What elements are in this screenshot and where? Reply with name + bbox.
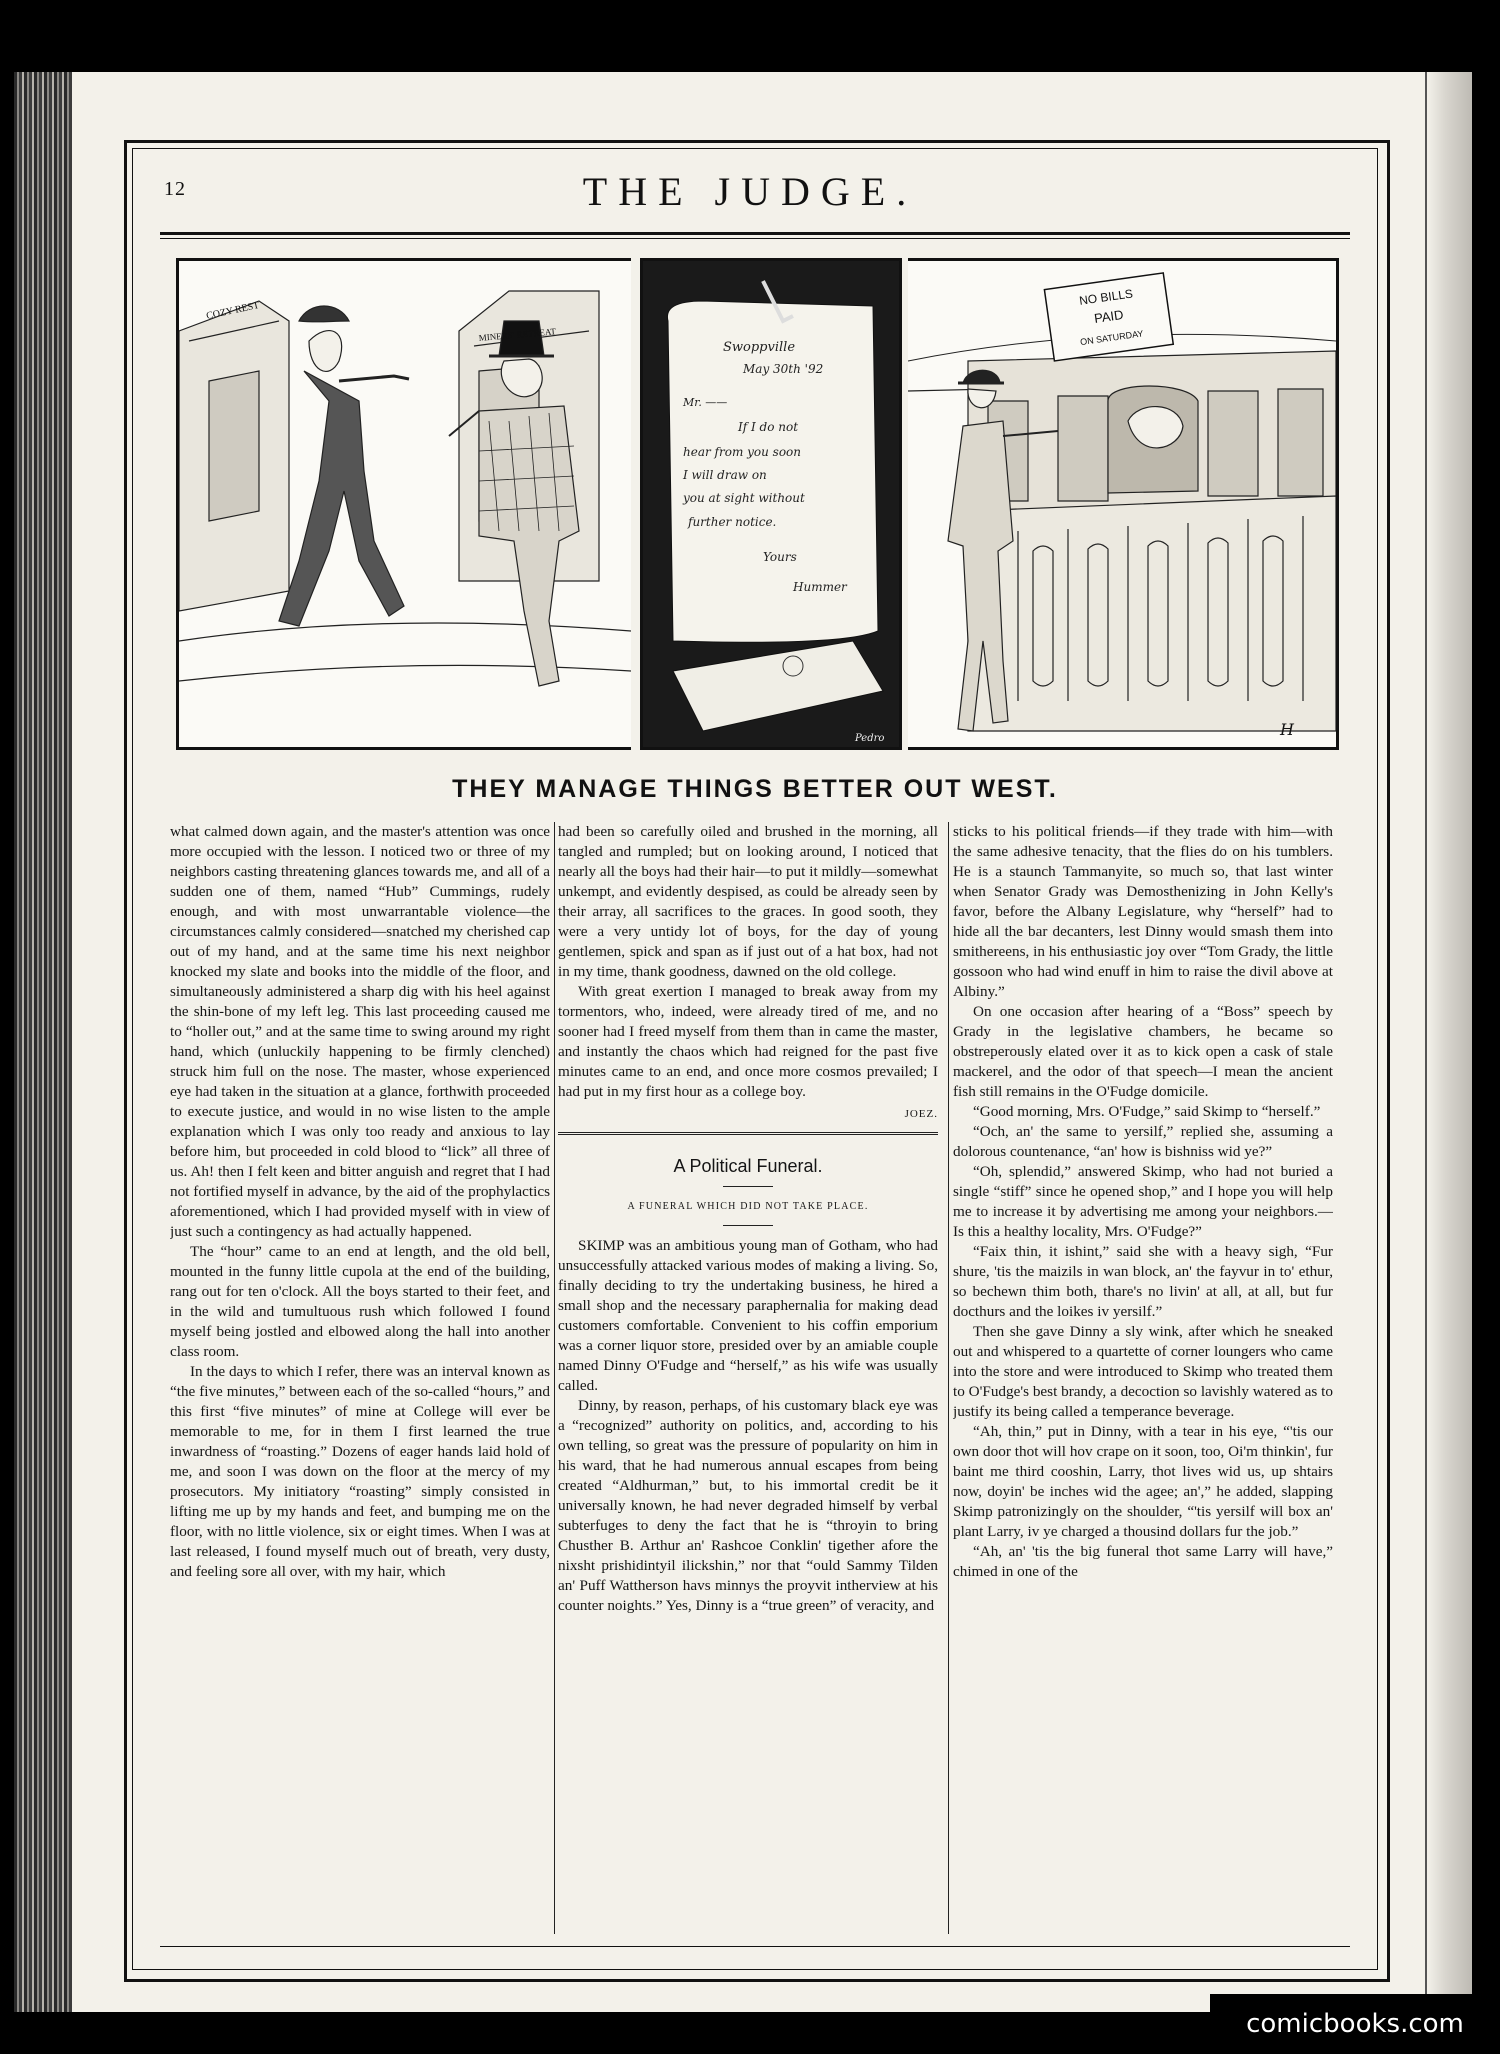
column-divider	[948, 822, 949, 1934]
sign-on-saturday: ON SATURDAY	[1079, 328, 1144, 348]
sign-no-bills: NO BILLS	[1078, 286, 1134, 308]
letter-date: May 30th '92	[743, 362, 824, 376]
text-column-2	[558, 822, 938, 1942]
site-watermark: comicbooks.com	[1210, 1994, 1500, 2054]
letter-line-2: hear from you soon	[683, 445, 802, 459]
letter-line-1: If I do not	[738, 420, 799, 434]
text-column-3	[953, 822, 1333, 1942]
paragraph: “Faix thin, it ishint,” said she with a heavy sigh, “Fur shure, 'tis the maizils in wan block, an' the fayvur in to' ethur, so bechewn thim both, thare's no livin' at all, at all, but fur docthurs and the loikes iv yersilf.”	[953, 1243, 1333, 1320]
text-column-1	[170, 822, 550, 1942]
letter-line-5: further notice.	[688, 515, 777, 529]
artist-signature-right: H	[1280, 720, 1294, 739]
paragraph: Dinny, by reason, perhaps, of his customary black eye was a “recognized” authority on politics, and, according to his own telling, so great was the pressure of popularity on him in his ward, that he had numerous annual escapes from being created “Aldhurman,” but, to his immortal credit be it universally known, he had never degraded himself by verbal subterfuges to deny the fact that he is “throyin to bring Chusther B. Arthur an' Rashcoe Conklin' tigether afore the nixsht prishidintyil ilickshin,” nor that “ould Sammy Tilden an' Puff Wattherson havs minnys the proyvit intherview at his counter noights.” Yes, Dinny is a “true green” of veracity, and	[558, 1397, 938, 1614]
paragraph: “Oh, splendid,” answered Skimp, who had not buried a single “stiff” since he opened shop,” and I hope you will help me to increase it by advertising me among your neighbors.—Is this a healthy locality, Mrs. O'Fudge?”	[953, 1163, 1333, 1240]
paragraph: sticks to his political friends—if they trade with him—with the same adhesive tenacity, that the flies do on his tumblers. He is a staunch Tammanyite, so much so, that last winter when Senator Grady was Demosthenizing in John Kelly's favor, before the Albany Legislature, why “herself” had to hide all the bar decanters, lest Dinny would smash them into smithereens, in his enthusiastic joy over “Tom Grady, the little gossoon who had wind enuff in him to raise the divil above at Albiny.”	[953, 823, 1333, 1000]
paragraph: “Ah, an' 'tis the big funeral thot same Larry will have,” chimed in one of the	[953, 1543, 1333, 1580]
article-subtitle: A FUNERAL WHICH DID NOT TAKE PLACE.	[627, 1201, 869, 1212]
paragraph: “Ah, thin,” put in Dinny, with a tear in his eye, “'tis our own door thot will hov crape on it soon, too, Oi'm thinkin', fur baint me third cooshin, Larry, thot lives wid us, up shtairs now, doyin' be inches wid the agee; an',” he added, slapping Skimp patronizingly on the shoulder, “'tis yersilf will box an' plant Larry, iv ye charged a thousind dollars fur the job.”	[953, 1423, 1333, 1540]
cartoon-panel-center	[640, 258, 902, 750]
paragraph: had been so carefully oiled and brushed in the morning, all tangled and rumpled; but on looking around, I noticed that nearly all the boys had their hair—to put it mildly—somewhat unkempt, and evidently despised, as could be already seen by their array, all sacrifices to the graces. In good sooth, they were a very untidy lot of boys, for the day of young gentlemen, spick and span as if just out of a hat box, had not in my time, thank goodness, dawned on the old college.	[558, 823, 938, 980]
letter-signature: Hummer	[793, 580, 847, 594]
paragraph: SKIMP was an ambitious young man of Gotham, who had unsuccessfully attacked various modes of making a living. So, finally deciding to try the undertaking business, he hired a small shop and the necessary paraphernalia for making dead customers comfortable. Convenient to his coffin emporium was a corner liquor store, presided over by an amiable couple named Dinny O'Fudge and “herself,” as his wife was usually called.	[558, 1237, 938, 1394]
paragraph: Then she gave Dinny a sly wink, after which he sneaked out and whispered to a quartette of corner loungers who came into the store and were introduced to Skimp who treated them to O'Fudge's best brandy, a decoction so lavishly watered as to justify its being called a temperance beverage.	[953, 1323, 1333, 1420]
paragraph: With great exertion I managed to break away from my tormentors, who, indeed, were already tired of me, and no sooner had I freed myself from them than in came the master, and instantly the chaos which had reigned for the past five minutes came to an end, and once more cosmos prevailed; I had put in my first hour as a college boy.	[558, 983, 938, 1100]
masthead-rule	[160, 232, 1350, 239]
letter-salutation: Mr. ——	[683, 396, 728, 409]
sign-miners-retreat: MINERS' RETREAT	[478, 326, 557, 343]
short-rule	[723, 1225, 773, 1226]
paragraph: what calmed down again, and the master's attention was once more occupied with the lesson. I noticed two or three of my neighbors casting threatening glances towards me, and all of a sudden one of them, named “Hub” Cummings, rudely enough, and with most unwarrantable violence—the circumstances calmly considered—snatched my cherished cap out of my hand, and at the same time his next neighbor knocked my slate and books into the middle of the floor, and simultaneously administered a sharp dig with his heel against the shin-bone of my left leg. This last proceeding caused me to “holler out,” and at the same time to swing around my right hand, which (unluckily happening to be firmly clenched) struck him full on the nose. The master, whose experienced eye had taken in the situation at a glance, forthwith proceeded to execute justice, and would in no wise listen to the ample explanation which I was only too ready and anxious to lay before him, but proceeded in cold blood to “lick” all three of us. Ah! then I felt keen and bitter anguish and regret that I had not fortified myself in advance, by the aid of the prophylactics aforementioned, which I had provided myself with in view of just such a contingency as had actually happened.	[170, 823, 550, 1240]
masthead-title: THE JUDGE.	[582, 169, 918, 214]
artist-signature-left: Pedro	[855, 733, 885, 744]
sign-cozy-rest: COZY REST	[205, 299, 261, 322]
cartoon-illustration-center	[643, 261, 899, 747]
paragraph: “Good morning, Mrs. O'Fudge,” said Skimp to “herself.”	[973, 1103, 1321, 1120]
bottom-rule	[160, 1946, 1350, 1947]
cartoon-illustration-right	[908, 261, 1336, 747]
letter-line-3: I will draw on	[683, 468, 767, 482]
paragraph: “Och, an' the same to yersilf,” replied she, assuming a dolorous countenance, “an' how is bishniss wid ye?”	[953, 1123, 1333, 1160]
section-rule	[558, 1132, 938, 1138]
short-rule	[723, 1186, 773, 1187]
letter-closing: Yours	[763, 550, 797, 564]
cartoon-panel-right	[908, 258, 1339, 750]
letter-place: Swoppville	[723, 340, 796, 355]
paragraph: On one occasion after hearing of a “Boss” speech by Grady in the legislative chambers, he became so obstreperously elated over it as to kick open a cask of stale mackerel, and the odor of that speech—I mean the ancient fish still remains in the O'Fudge domicile.	[953, 1003, 1333, 1100]
paragraph: The “hour” came to an end at length, and the old bell, mounted in the funny little cupola at the end of the building, rang out for ten o'clock. All the boys started to their feet, and in the wild and tumultuous rush which followed I found myself being jostled and elbowed along the hall into another class room.	[170, 1243, 550, 1360]
sign-paid: PAID	[1093, 306, 1125, 326]
page-number: 12	[164, 178, 186, 200]
author-signature: JOEZ.	[904, 1108, 938, 1120]
cartoon-illustration-left	[179, 261, 631, 747]
page-edge	[1425, 72, 1472, 2012]
paragraph: In the days to which I refer, there was an interval known as “the five minutes,” between each of the so-called “hours,” and this first “five minutes” of mine at College will ever be memorable to me, for in them I first learned the true inwardness of “roasting.” Dozens of eager hands laid hold of me, and soon I was down on the floor at the mercy of my prosecutors. My initiatory “roasting” simply consisted in lifting me up by my hands and feet, and bumping me on the floor, with no little violence, six or eight times. When I was at last released, I found myself much out of breath, very dusty, and feeling sore all over, with my hair, which	[170, 1363, 550, 1580]
binding-edge	[14, 72, 72, 2012]
cartoon-panel-left	[176, 258, 631, 750]
article-title: A Political Funeral.	[673, 1156, 823, 1176]
column-divider	[554, 822, 555, 1934]
letter-line-4: you at sight without	[683, 491, 805, 505]
cartoon-caption: THEY MANAGE THINGS BETTER OUT WEST.	[452, 775, 1058, 803]
